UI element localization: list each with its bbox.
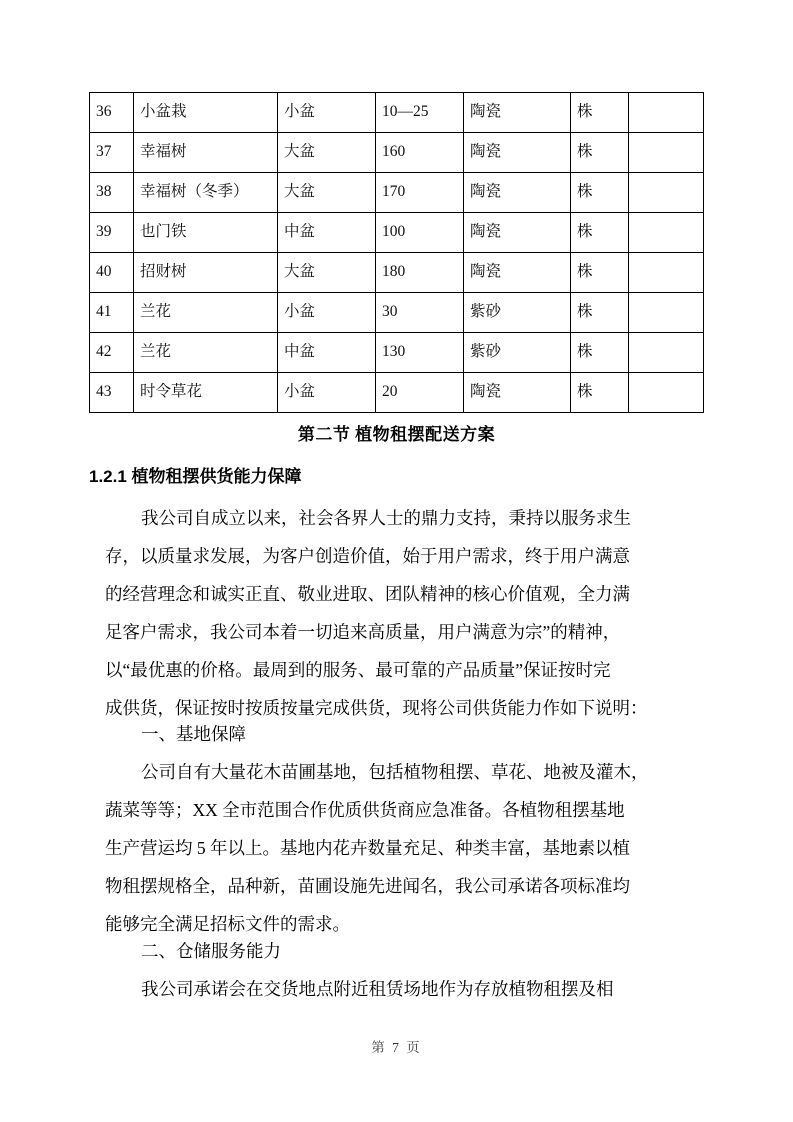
cell-name: 小盆栽	[134, 93, 278, 133]
cell-unit: 株	[571, 253, 629, 293]
cell-note	[629, 253, 704, 293]
cell-material: 陶瓷	[464, 173, 571, 213]
cell-no: 40	[90, 253, 134, 293]
item-two-title: 二、仓储服务能力	[141, 941, 281, 961]
cell-note	[629, 93, 704, 133]
cell-material: 紫砂	[464, 333, 571, 373]
table-row	[90, 173, 704, 213]
paragraph-line: 物租摆规格全，品种新，苗圃设施先进闻名，我公司承诺各项标准均	[105, 876, 630, 896]
paragraph-line: 我公司承诺会在交货地点附近租赁场地作为存放植物租摆及相	[141, 979, 614, 999]
cell-size: 大盆	[278, 133, 376, 173]
cell-price: 100	[376, 213, 464, 253]
cell-note	[629, 213, 704, 253]
cell-price: 160	[376, 133, 464, 173]
cell-material: 紫砂	[464, 293, 571, 333]
cell-size: 中盆	[278, 333, 376, 373]
cell-size: 中盆	[278, 213, 376, 253]
cell-material: 陶瓷	[464, 253, 571, 293]
cell-name: 兰花	[134, 293, 278, 333]
cell-no: 42	[90, 333, 134, 373]
table-row	[90, 93, 704, 133]
cell-material: 陶瓷	[464, 373, 571, 413]
cell-unit: 株	[571, 293, 629, 333]
paragraph-line: 成供货，保证按时按质按量完成供货，现将公司供货能力作如下说明：	[105, 698, 648, 718]
paragraph-line: 存，以质量求发展，为客户创造价值，始于用户需求，终于用户满意	[105, 546, 630, 566]
cell-name: 幸福树	[134, 133, 278, 173]
cell-unit: 株	[571, 373, 629, 413]
cell-note	[629, 333, 704, 373]
cell-size: 大盆	[278, 173, 376, 213]
cell-size: 小盆	[278, 93, 376, 133]
cell-name: 招财树	[134, 253, 278, 293]
cell-no: 38	[90, 173, 134, 213]
cell-name: 幸福树（冬季）	[134, 173, 278, 213]
page-number-footer: 第 7 页	[371, 1040, 422, 1055]
cell-unit: 株	[571, 93, 629, 133]
item-one-block	[105, 715, 683, 943]
cell-price: 20	[376, 373, 464, 413]
subsection-title: 1.2.1 植物租摆供货能力保障	[89, 467, 302, 486]
table-row	[90, 253, 704, 293]
cell-name: 时令草花	[134, 373, 278, 413]
cell-name: 也门铁	[134, 213, 278, 253]
table-body	[90, 93, 704, 413]
plant-price-table-wrapper	[89, 92, 703, 413]
cell-note	[629, 293, 704, 333]
paragraph-line: 蔬菜等等；XX 全市范围合作优质供货商应急准备。各植物租摆基地	[105, 800, 625, 820]
cell-material: 陶瓷	[464, 213, 571, 253]
cell-size: 小盆	[278, 373, 376, 413]
paragraph-line: 能够完全满足招标文件的需求。	[105, 914, 350, 934]
cell-unit: 株	[571, 133, 629, 173]
cell-price: 30	[376, 293, 464, 333]
cell-unit: 株	[571, 213, 629, 253]
cell-no: 43	[90, 373, 134, 413]
table-row	[90, 213, 704, 253]
paragraph-line: 我公司自成立以来，社会各界人士的鼎力支持，秉持以服务求生	[141, 508, 631, 528]
table-row	[90, 133, 704, 173]
cell-no: 39	[90, 213, 134, 253]
cell-size: 小盆	[278, 293, 376, 333]
cell-no: 41	[90, 293, 134, 333]
cell-price: 170	[376, 173, 464, 213]
table-row	[90, 333, 704, 373]
cell-no: 36	[90, 93, 134, 133]
cell-unit: 株	[571, 333, 629, 373]
cell-material: 陶瓷	[464, 93, 571, 133]
cell-name: 兰花	[134, 333, 278, 373]
paragraph-line: 的经营理念和诚实正直、敬业进取、团队精神的核心价值观，全力满	[105, 584, 630, 604]
cell-size: 大盆	[278, 253, 376, 293]
cell-price: 130	[376, 333, 464, 373]
paragraph-line: 生产营运均 5 年以上。基地内花卉数量充足、种类丰富，基地素以植	[105, 838, 630, 858]
cell-price: 10—25	[376, 93, 464, 133]
item-one-title: 一、基地保障	[141, 724, 246, 744]
intro-paragraph	[105, 499, 683, 727]
cell-note	[629, 373, 704, 413]
cell-note	[629, 173, 704, 213]
paragraph-line: 以“最优惠的价格。最周到的服务、最可靠的产品质量”保证按时完	[105, 660, 611, 680]
cell-material: 陶瓷	[464, 133, 571, 173]
plant-price-table	[89, 92, 704, 413]
paragraph-line: 公司自有大量花木苗圃基地，包括植物租摆、草花、地被及灌木，	[141, 762, 649, 782]
paragraph-line: 足客户需求，我公司本着一切追来高质量，用户满意为宗”的精神，	[105, 622, 621, 642]
section-title: 第二节 植物租摆配送方案	[297, 425, 496, 444]
cell-note	[629, 133, 704, 173]
cell-unit: 株	[571, 173, 629, 213]
table-row	[90, 293, 704, 333]
item-two-block	[105, 932, 683, 1008]
cell-no: 37	[90, 133, 134, 173]
cell-price: 180	[376, 253, 464, 293]
table-row	[90, 373, 704, 413]
